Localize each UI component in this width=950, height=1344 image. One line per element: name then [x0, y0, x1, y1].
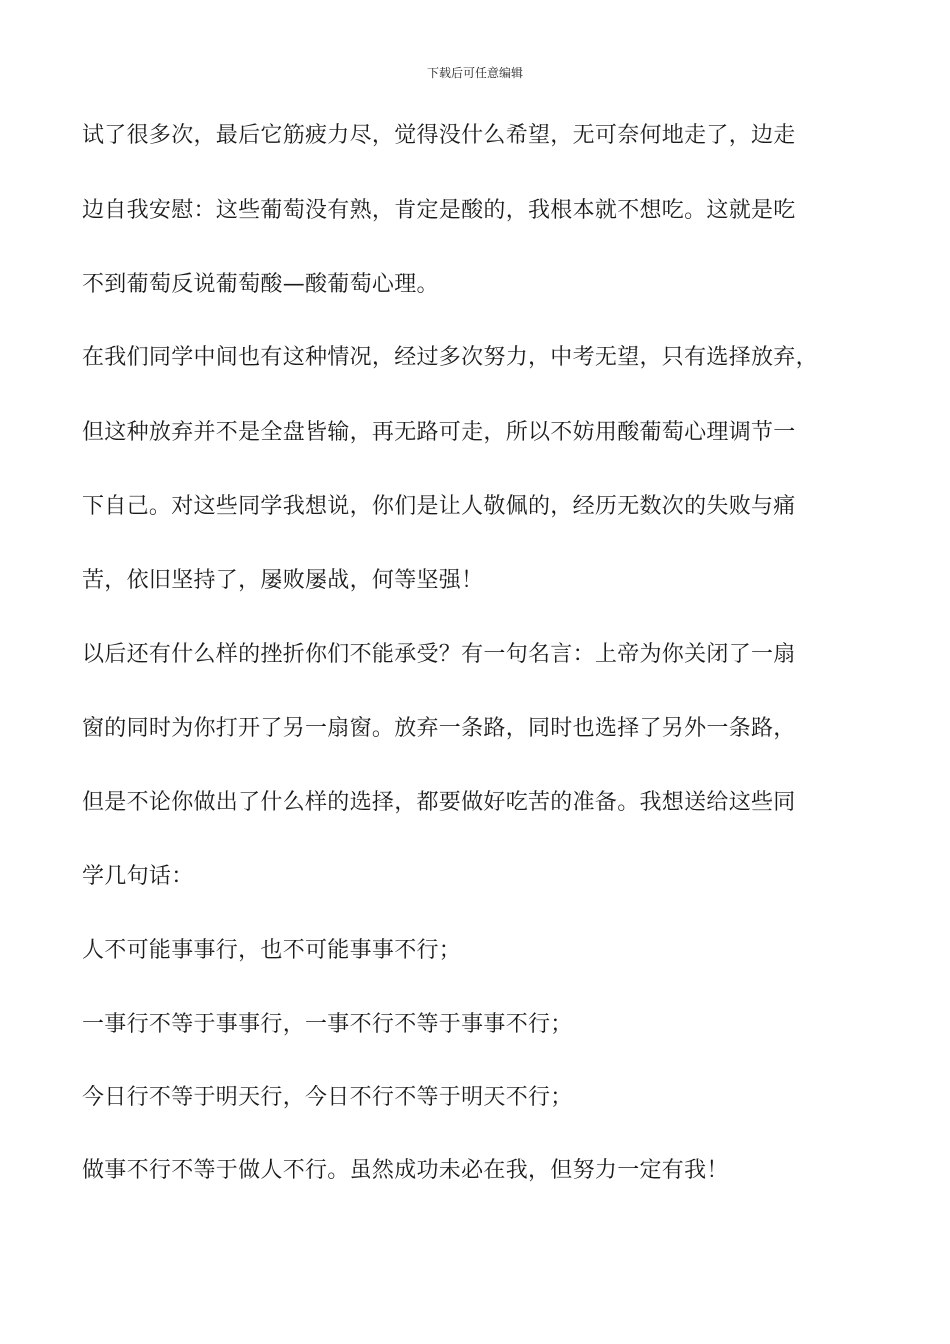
- paragraph-line-12: 人不可能事事行，也不可能事事不行；: [82, 938, 462, 963]
- paragraph-line-5: 但这种放弃并不是全盘皆输，再无路可走，所以不妨用酸葡萄心理调节一: [82, 420, 796, 445]
- paragraph-line-7: 苦，依旧坚持了，屡败屡战，何等坚强！: [82, 568, 484, 593]
- paragraph-line-9: 窗的同时为你打开了另一扇窗。放弃一条路，同时也选择了另外一条路，: [82, 716, 796, 741]
- paragraph-line-10: 但是不论你做出了什么样的选择，都要做好吃苦的准备。我想送给这些同: [82, 790, 796, 815]
- paragraph-line-4: 在我们同学中间也有这种情况，经过多次努力，中考无望，只有选择放弃，: [82, 345, 818, 370]
- paragraph-line-1: 试了很多次，最后它筋疲力尽，觉得没什么希望，无可奈何地走了，边走: [82, 123, 796, 148]
- paragraph-line-6: 下自己。对这些同学我想说，你们是让人敬佩的，经历无数次的失败与痛: [82, 494, 796, 519]
- paragraph-line-15: 做事不行不等于做人不行。虽然成功未必在我，但努力一定有我！: [82, 1158, 729, 1183]
- paragraph-line-8: 以后还有什么样的挫折你们不能承受？有一句名言：上帝为你关闭了一扇: [82, 642, 796, 667]
- page-header: 下载后可任意编辑: [426, 66, 523, 80]
- paragraph-line-14: 今日行不等于明天行，今日不行不等于明天不行；: [82, 1085, 573, 1110]
- paragraph-line-3: 不到葡萄反说葡萄酸—酸葡萄心理。: [82, 272, 439, 297]
- paragraph-line-13: 一事行不等于事事行，一事不行不等于事事不行；: [82, 1012, 573, 1037]
- paragraph-line-11: 学几句话：: [82, 864, 194, 889]
- paragraph-line-2: 边自我安慰：这些葡萄没有熟，肯定是酸的，我根本就不想吃。这就是吃: [82, 198, 796, 223]
